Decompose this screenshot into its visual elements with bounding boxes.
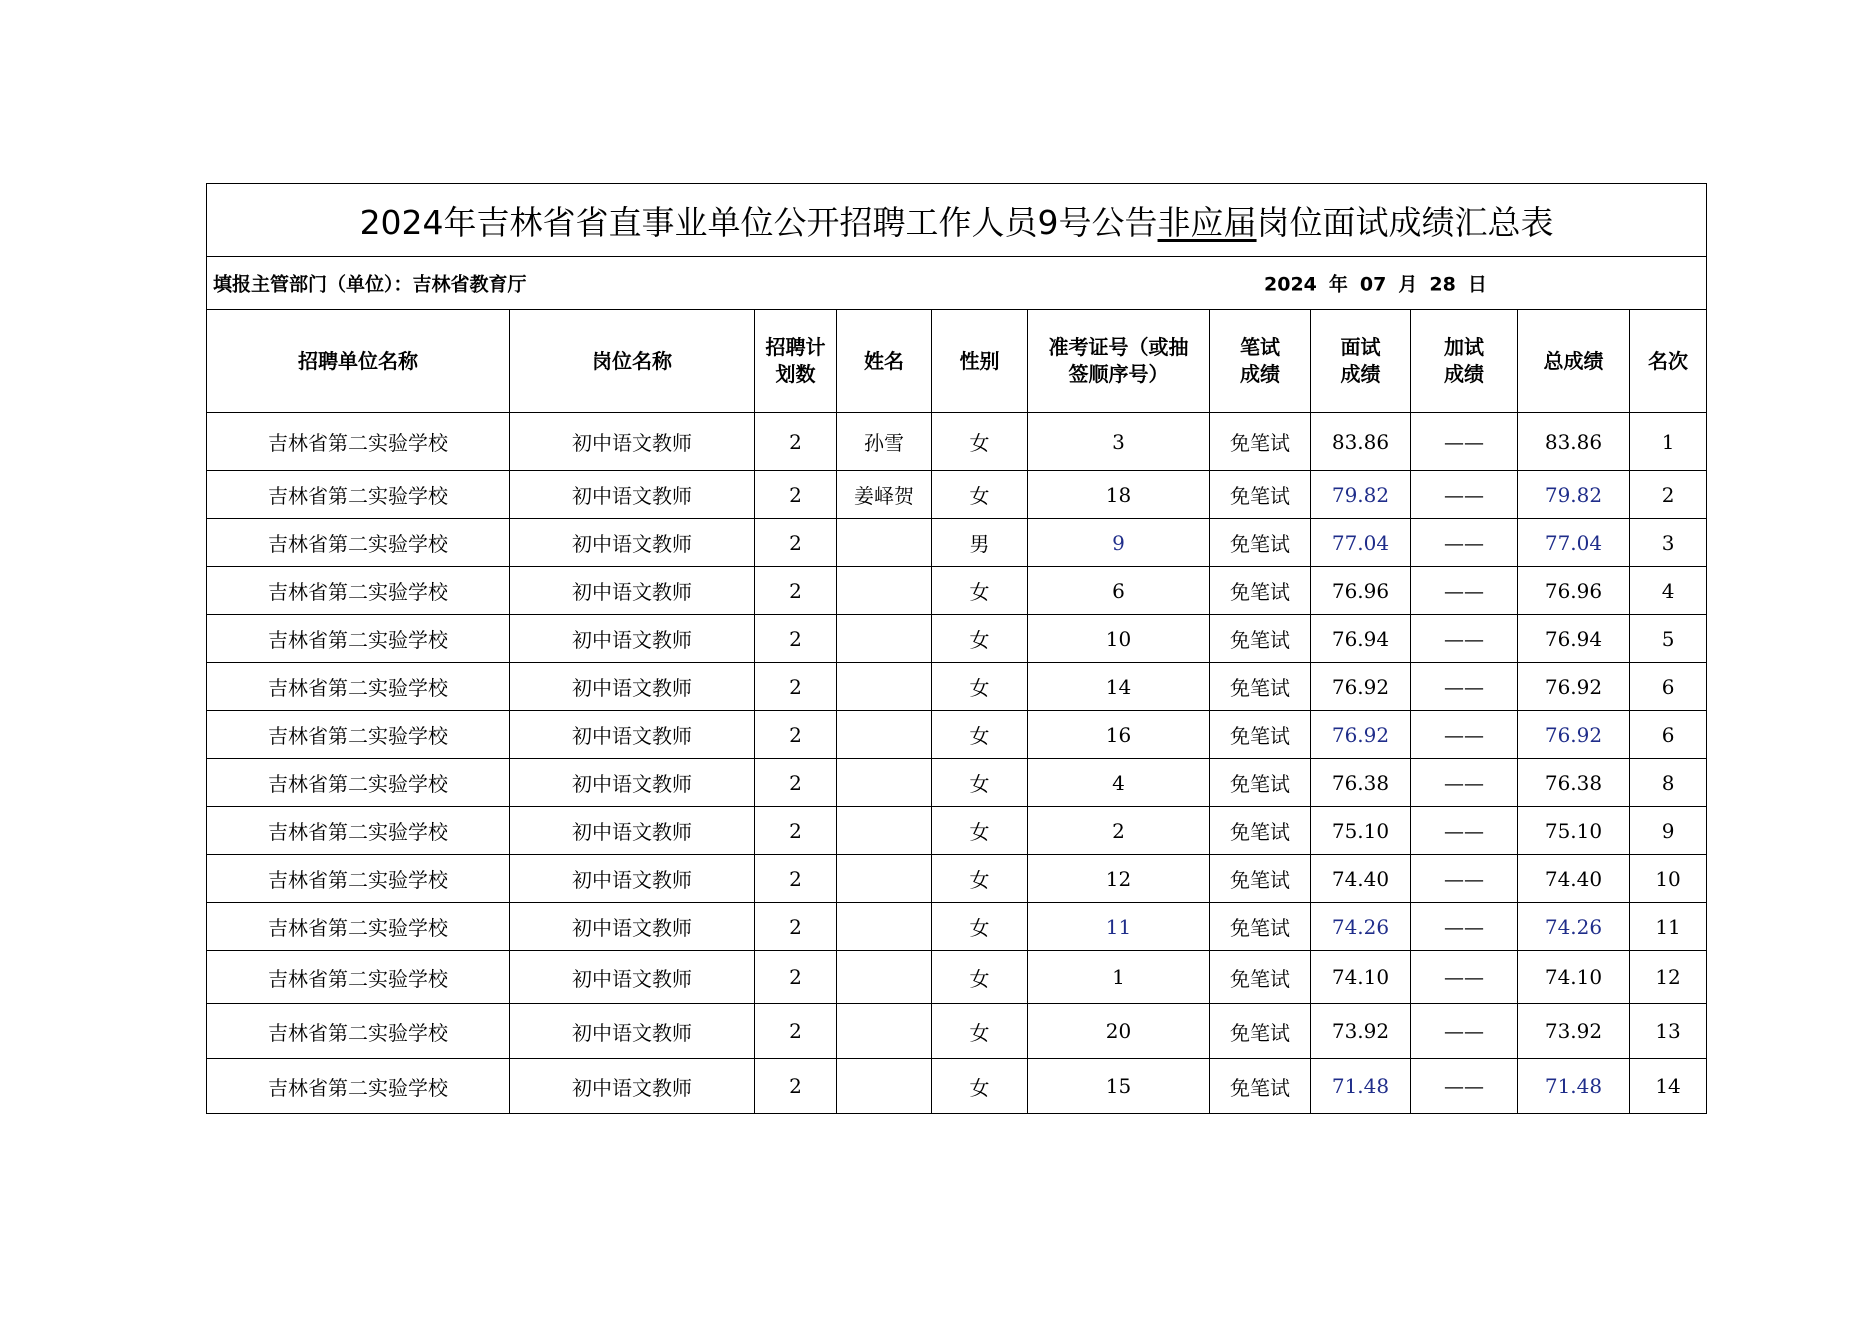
score-summary-table [206,183,1707,1114]
cell-interview: 79.82 [1311,471,1411,519]
header-interview-line2: 成绩 [1340,362,1381,386]
cell-ticket: 20 [1028,1004,1210,1059]
date-day-unit: 日 [1467,273,1487,296]
cell-total: 76.38 [1518,759,1630,807]
cell-total: 76.92 [1518,663,1630,711]
cell-name [837,711,932,759]
cell-unit: 吉林省第二实验学校 [207,903,510,951]
table-row [207,413,1707,471]
department-value: 吉林省教育厅 [412,273,527,296]
cell-rank: 9 [1630,807,1707,855]
cell-written: 免笔试 [1210,567,1311,615]
cell-written: 免笔试 [1210,759,1311,807]
cell-extra: —— [1411,855,1518,903]
cell-rank: 8 [1630,759,1707,807]
cell-extra: —— [1411,471,1518,519]
header-gender [932,310,1028,413]
cell-interview: 76.96 [1311,567,1411,615]
header-interview [1311,310,1411,413]
cell-position: 初中语文教师 [510,711,755,759]
cell-gender: 女 [932,471,1028,519]
header-ticket-line2: 签顺序号） [1068,362,1169,386]
table-row [207,903,1707,951]
cell-total: 79.82 [1518,471,1630,519]
cell-gender: 女 [932,1059,1028,1114]
cell-name [837,615,932,663]
cell-gender: 女 [932,567,1028,615]
cell-unit: 吉林省第二实验学校 [207,413,510,471]
cell-interview: 76.92 [1311,711,1411,759]
header-rank [1630,310,1707,413]
table-row [207,1059,1707,1114]
table-row [207,711,1707,759]
cell-extra: —— [1411,1004,1518,1059]
cell-rank: 2 [1630,471,1707,519]
cell-unit: 吉林省第二实验学校 [207,759,510,807]
cell-rank: 6 [1630,711,1707,759]
cell-written: 免笔试 [1210,951,1311,1004]
cell-written: 免笔试 [1210,519,1311,567]
cell-rank: 10 [1630,855,1707,903]
cell-extra: —— [1411,903,1518,951]
cell-total: 76.92 [1518,711,1630,759]
cell-name: 孙雪 [837,413,932,471]
cell-name: 姜峄贺 [837,471,932,519]
cell-name [837,855,932,903]
cell-rank: 1 [1630,413,1707,471]
cell-name [837,759,932,807]
table-row [207,615,1707,663]
cell-gender: 女 [932,711,1028,759]
header-extra-line2: 成绩 [1444,362,1484,386]
cell-total: 77.04 [1518,519,1630,567]
header-position-label: 岗位名称 [592,348,672,373]
header-written-line2: 成绩 [1240,362,1280,386]
cell-interview: 83.86 [1311,413,1411,471]
cell-interview: 73.92 [1311,1004,1411,1059]
cell-plan: 2 [755,413,837,471]
cell-plan: 2 [755,759,837,807]
cell-interview: 76.92 [1311,663,1411,711]
table-row [207,567,1707,615]
header-name [837,310,932,413]
cell-ticket: 12 [1028,855,1210,903]
cell-unit: 吉林省第二实验学校 [207,471,510,519]
cell-ticket: 18 [1028,471,1210,519]
date-year-unit: 年 [1328,273,1348,296]
cell-rank: 13 [1630,1004,1707,1059]
table-title [207,184,1707,257]
cell-total: 71.48 [1518,1059,1630,1114]
cell-ticket: 6 [1028,567,1210,615]
cell-gender: 女 [932,413,1028,471]
cell-position: 初中语文教师 [510,855,755,903]
cell-total: 75.10 [1518,807,1630,855]
date-month: 07 [1359,273,1387,296]
cell-unit: 吉林省第二实验学校 [207,567,510,615]
cell-ticket: 16 [1028,711,1210,759]
cell-position: 初中语文教师 [510,903,755,951]
cell-position: 初中语文教师 [510,615,755,663]
cell-name [837,951,932,1004]
cell-position: 初中语文教师 [510,951,755,1004]
cell-total: 83.86 [1518,413,1630,471]
cell-extra: —— [1411,615,1518,663]
header-position [510,310,755,413]
cell-extra: —— [1411,951,1518,1004]
cell-written: 免笔试 [1210,1059,1311,1114]
date-month-unit: 月 [1398,273,1418,296]
table-row [207,855,1707,903]
cell-unit: 吉林省第二实验学校 [207,1059,510,1114]
cell-rank: 6 [1630,663,1707,711]
cell-interview: 74.40 [1311,855,1411,903]
cell-plan: 2 [755,1004,837,1059]
cell-name [837,567,932,615]
cell-name [837,903,932,951]
cell-plan: 2 [755,711,837,759]
cell-unit: 吉林省第二实验学校 [207,807,510,855]
header-plan [755,310,837,413]
cell-plan: 2 [755,951,837,1004]
report-date [1264,270,1499,297]
cell-written: 免笔试 [1210,903,1311,951]
cell-rank: 12 [1630,951,1707,1004]
cell-written: 免笔试 [1210,471,1311,519]
cell-position: 初中语文教师 [510,413,755,471]
table-row [207,759,1707,807]
header-rank-label: 名次 [1648,348,1689,373]
cell-interview: 76.38 [1311,759,1411,807]
table-row [207,951,1707,1004]
table-row [207,1004,1707,1059]
cell-name [837,519,932,567]
cell-written: 免笔试 [1210,413,1311,471]
cell-total: 74.40 [1518,855,1630,903]
header-extra-line1: 加试 [1444,335,1484,359]
header-name-label: 姓名 [864,348,904,373]
cell-position: 初中语文教师 [510,567,755,615]
cell-plan: 2 [755,615,837,663]
cell-interview: 71.48 [1311,1059,1411,1114]
cell-gender: 男 [932,519,1028,567]
cell-gender: 女 [932,1004,1028,1059]
cell-plan: 2 [755,471,837,519]
cell-gender: 女 [932,855,1028,903]
cell-rank: 3 [1630,519,1707,567]
cell-gender: 女 [932,807,1028,855]
cell-ticket: 1 [1028,951,1210,1004]
header-written [1210,310,1311,413]
cell-ticket: 2 [1028,807,1210,855]
cell-ticket: 14 [1028,663,1210,711]
cell-interview: 74.26 [1311,903,1411,951]
cell-ticket: 11 [1028,903,1210,951]
cell-ticket: 9 [1028,519,1210,567]
header-extra [1411,310,1518,413]
header-unit-label: 招聘单位名称 [298,348,418,373]
title-prefix: 2024年吉林省省直事业单位公开招聘工作人员9号公告 [359,202,1158,242]
cell-plan: 2 [755,1059,837,1114]
cell-gender: 女 [932,951,1028,1004]
cell-rank: 5 [1630,615,1707,663]
header-ticket-line1: 准考证号（或抽 [1048,335,1189,359]
cell-plan: 2 [755,567,837,615]
cell-rank: 4 [1630,567,1707,615]
cell-position: 初中语文教师 [510,519,755,567]
department-info [213,270,527,297]
cell-gender: 女 [932,663,1028,711]
cell-extra: —— [1411,807,1518,855]
cell-ticket: 10 [1028,615,1210,663]
cell-unit: 吉林省第二实验学校 [207,663,510,711]
cell-total: 74.26 [1518,903,1630,951]
header-plan-line2: 划数 [775,362,816,386]
header-total [1518,310,1630,413]
info-row [207,257,1707,310]
header-gender-label: 性别 [959,348,1000,373]
cell-extra: —— [1411,1059,1518,1114]
cell-interview: 75.10 [1311,807,1411,855]
cell-name [837,1004,932,1059]
cell-plan: 2 [755,903,837,951]
cell-position: 初中语文教师 [510,471,755,519]
cell-ticket: 15 [1028,1059,1210,1114]
cell-rank: 14 [1630,1059,1707,1114]
cell-written: 免笔试 [1210,855,1311,903]
cell-ticket: 4 [1028,759,1210,807]
title-suffix: 岗位面试成绩汇总表 [1256,202,1554,242]
cell-extra: —— [1411,567,1518,615]
cell-position: 初中语文教师 [510,663,755,711]
title-row [207,184,1707,257]
cell-rank: 11 [1630,903,1707,951]
cell-position: 初中语文教师 [510,759,755,807]
cell-plan: 2 [755,855,837,903]
header-row [207,310,1707,413]
cell-position: 初中语文教师 [510,1059,755,1114]
title-underlined: 非应届 [1157,202,1257,242]
cell-unit: 吉林省第二实验学校 [207,1004,510,1059]
cell-written: 免笔试 [1210,663,1311,711]
cell-unit: 吉林省第二实验学校 [207,519,510,567]
info-cell [207,257,1707,310]
cell-extra: —— [1411,413,1518,471]
cell-plan: 2 [755,663,837,711]
cell-gender: 女 [932,759,1028,807]
table-row [207,663,1707,711]
cell-total: 76.94 [1518,615,1630,663]
cell-total: 74.10 [1518,951,1630,1004]
cell-written: 免笔试 [1210,711,1311,759]
cell-total: 76.96 [1518,567,1630,615]
cell-name [837,807,932,855]
header-plan-line1: 招聘计 [765,335,826,359]
cell-interview: 74.10 [1311,951,1411,1004]
date-day: 28 [1429,273,1456,296]
cell-unit: 吉林省第二实验学校 [207,855,510,903]
cell-gender: 女 [932,615,1028,663]
date-year: 2024 [1264,273,1317,296]
cell-extra: —— [1411,759,1518,807]
cell-ticket: 3 [1028,413,1210,471]
cell-extra: —— [1411,711,1518,759]
cell-position: 初中语文教师 [510,807,755,855]
cell-position: 初中语文教师 [510,1004,755,1059]
cell-unit: 吉林省第二实验学校 [207,615,510,663]
cell-name [837,663,932,711]
table-row [207,807,1707,855]
department-label: 填报主管部门（单位）： [213,273,413,296]
cell-gender: 女 [932,903,1028,951]
cell-extra: —— [1411,519,1518,567]
cell-interview: 76.94 [1311,615,1411,663]
table-row [207,471,1707,519]
cell-extra: —— [1411,663,1518,711]
cell-total: 73.92 [1518,1004,1630,1059]
header-written-line1: 笔试 [1240,335,1280,359]
cell-unit: 吉林省第二实验学校 [207,711,510,759]
cell-interview: 77.04 [1311,519,1411,567]
cell-written: 免笔试 [1210,615,1311,663]
cell-plan: 2 [755,807,837,855]
cell-written: 免笔试 [1210,1004,1311,1059]
cell-plan: 2 [755,519,837,567]
cell-unit: 吉林省第二实验学校 [207,951,510,1004]
header-interview-line1: 面试 [1340,335,1381,359]
cell-name [837,1059,932,1114]
table-row [207,519,1707,567]
cell-written: 免笔试 [1210,807,1311,855]
header-unit [207,310,510,413]
header-total-label: 总成绩 [1543,348,1604,373]
header-ticket [1028,310,1210,413]
